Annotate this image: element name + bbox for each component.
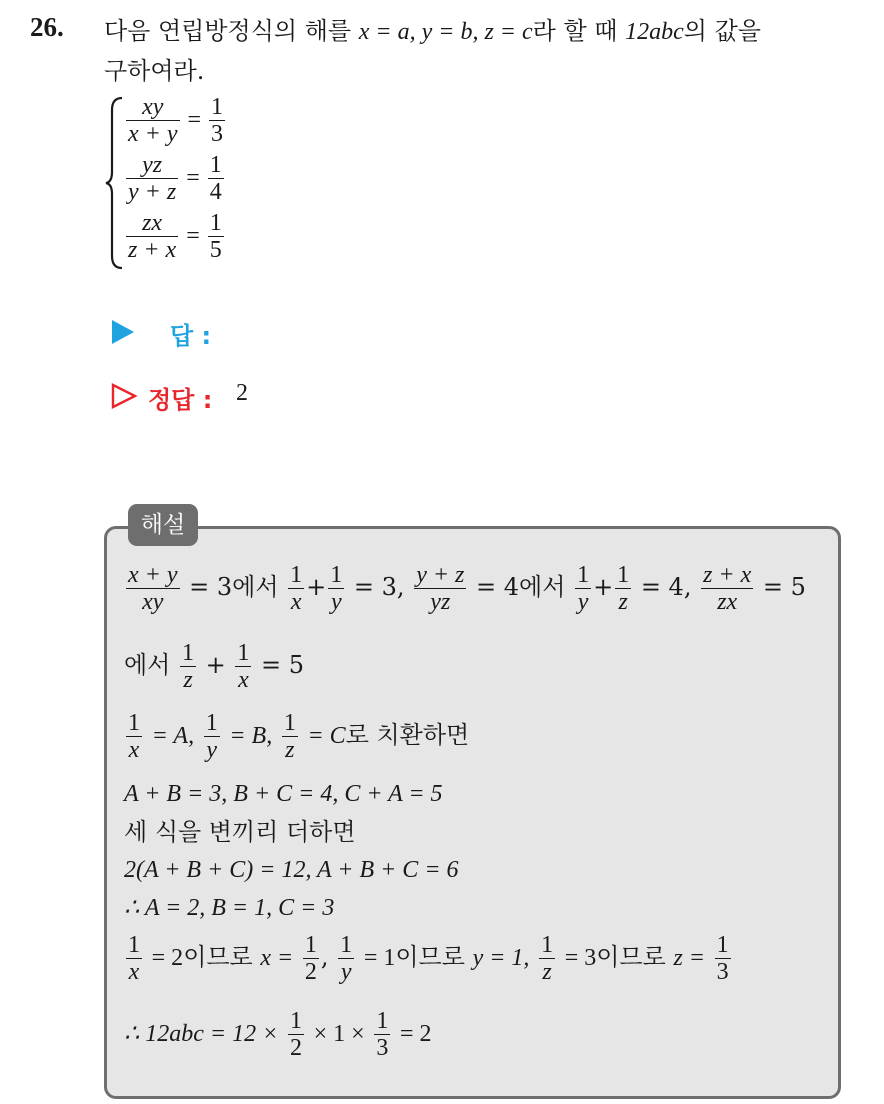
frac-denominator: x (126, 736, 142, 763)
frac-denominator: 2 (289, 1035, 302, 1061)
frac-denominator: 3 (716, 959, 729, 985)
solution-math: = C (307, 723, 346, 749)
solution-text: 이므로 (395, 943, 465, 971)
left-brace (104, 96, 126, 270)
solution-tag: 해설 (128, 504, 198, 546)
frac-numerator: 1 (330, 562, 343, 588)
solution-text: = 5 (762, 573, 806, 601)
equation-row-1 (124, 92, 227, 148)
frac-denominator: y (328, 588, 344, 615)
solution-text: 에서 (124, 651, 171, 679)
solution-text: = 3에서 (189, 573, 279, 601)
solution-line-1 (124, 562, 806, 615)
plus-sign: + (205, 651, 226, 679)
solution-math: = 2 (151, 945, 184, 971)
solution-line-8 (124, 932, 733, 985)
plus-sign: + (593, 573, 614, 601)
solution-text: = 4, (640, 573, 692, 601)
frac-numerator: 1 (283, 710, 296, 736)
solution-line-2 (124, 640, 304, 693)
frac-numerator: 1 (716, 932, 729, 958)
solution-math: , (320, 943, 329, 971)
solution-text: = 4에서 (476, 573, 566, 601)
frac-numerator: y + z (416, 562, 465, 588)
plus-sign: + (306, 573, 327, 601)
frac-numerator: z + x (703, 562, 752, 588)
correct-answer-label: 정답 : (148, 386, 213, 414)
solution-math: = 1 (363, 945, 396, 971)
frac-numerator: 1 (304, 932, 317, 958)
answer-label: 답 : (170, 322, 212, 350)
solution-line-9 (124, 1008, 432, 1061)
frac-denominator: x (288, 588, 304, 615)
frac-denominator: yz (414, 588, 466, 615)
frac-numerator: 1 (541, 932, 554, 958)
frac-numerator: 1 (617, 562, 630, 588)
solution-text: = 3, (353, 573, 405, 601)
solution-line-6: 2(A + B + C) = 12, A + B + C = 6 (124, 857, 459, 883)
frac-denominator: y (204, 736, 220, 763)
eq2-numerator: yz (142, 151, 163, 178)
frac-numerator: x + y (128, 562, 178, 588)
outline-triangle-icon (110, 382, 138, 410)
equation-row-2 (124, 150, 227, 206)
eq1-rhs-denominator: 3 (211, 120, 224, 147)
solution-math: = A, (151, 723, 195, 749)
eq1-numerator: xy (142, 93, 164, 120)
frac-numerator: 1 (376, 1008, 389, 1034)
frac-denominator: x (235, 666, 251, 693)
eq3-rhs-numerator: 1 (209, 209, 222, 236)
frac-denominator: z (180, 666, 196, 693)
question-line-2: 구하여라. (104, 57, 205, 85)
equals-sign: = (186, 164, 200, 191)
equation-system (124, 92, 227, 264)
question-expression: 12abc (625, 19, 684, 45)
frac-numerator: 1 (128, 710, 140, 736)
eq3-denominator: z + x (128, 236, 177, 263)
solution-math: = 2 (399, 1021, 432, 1047)
question-text: 다음 연립방정식의 해를 (104, 17, 352, 45)
eq1-denominator: x + y (128, 120, 178, 147)
frac-denominator: 2 (304, 959, 317, 985)
frac-numerator: 1 (577, 562, 590, 588)
frac-denominator: z (282, 736, 298, 763)
solution-line-4: A + B = 3, B + C = 4, C + A = 5 (124, 781, 443, 807)
question-number: 26. (30, 12, 64, 42)
frac-denominator: y (338, 958, 354, 985)
correct-answer-value: 2 (236, 380, 248, 406)
solution-math: z = (673, 945, 705, 971)
frac-denominator: z (615, 588, 631, 615)
solution-math: y = 1, (472, 945, 530, 971)
eq3-rhs-denominator: 5 (209, 236, 222, 263)
question-line-1 (104, 14, 761, 49)
solution-math: x = (260, 945, 294, 971)
question-equation: x = a, y = b, z = c (358, 19, 533, 45)
eq2-denominator: y + z (128, 178, 177, 205)
filled-triangle-icon (110, 318, 136, 346)
frac-denominator: x (126, 958, 142, 985)
eq2-rhs-numerator: 1 (209, 151, 222, 178)
frac-denominator: z (539, 958, 555, 985)
frac-numerator: 1 (290, 562, 303, 588)
eq1-rhs-numerator: 1 (211, 93, 224, 120)
solution-text: 이므로 (183, 943, 253, 971)
frac-denominator: y (575, 588, 591, 615)
solution-line-3 (124, 710, 469, 763)
frac-numerator: 1 (128, 932, 140, 958)
equals-sign: = (186, 222, 200, 249)
solution-math: × 1 × (313, 1021, 365, 1047)
solution-math: = B, (229, 723, 273, 749)
frac-numerator: 1 (205, 710, 218, 736)
equation-row-3 (124, 208, 227, 264)
frac-denominator: xy (126, 588, 180, 615)
frac-denominator: zx (701, 588, 753, 615)
question-text-3: 의 값을 (683, 17, 761, 45)
solution-text: 이므로 (596, 943, 666, 971)
frac-denominator: 3 (376, 1035, 389, 1061)
frac-numerator: 1 (182, 640, 195, 666)
solution-math: = 3 (564, 945, 597, 971)
frac-numerator: 1 (289, 1008, 302, 1034)
equals-sign: = (187, 106, 202, 133)
solution-line-5: 세 식을 변끼리 더하면 (124, 818, 356, 846)
solution-math: ∴ 12abc = 12 × (124, 1021, 279, 1047)
solution-text: = 5 (261, 651, 305, 679)
eq2-rhs-denominator: 4 (209, 178, 222, 205)
question-text-2: 라 할 때 (532, 17, 618, 45)
frac-numerator: 1 (340, 932, 353, 958)
solution-line-7: ∴ A = 2, B = 1, C = 3 (124, 895, 335, 921)
solution-text: 로 치환하면 (345, 721, 470, 749)
eq3-numerator: zx (142, 209, 163, 236)
frac-numerator: 1 (237, 640, 250, 666)
